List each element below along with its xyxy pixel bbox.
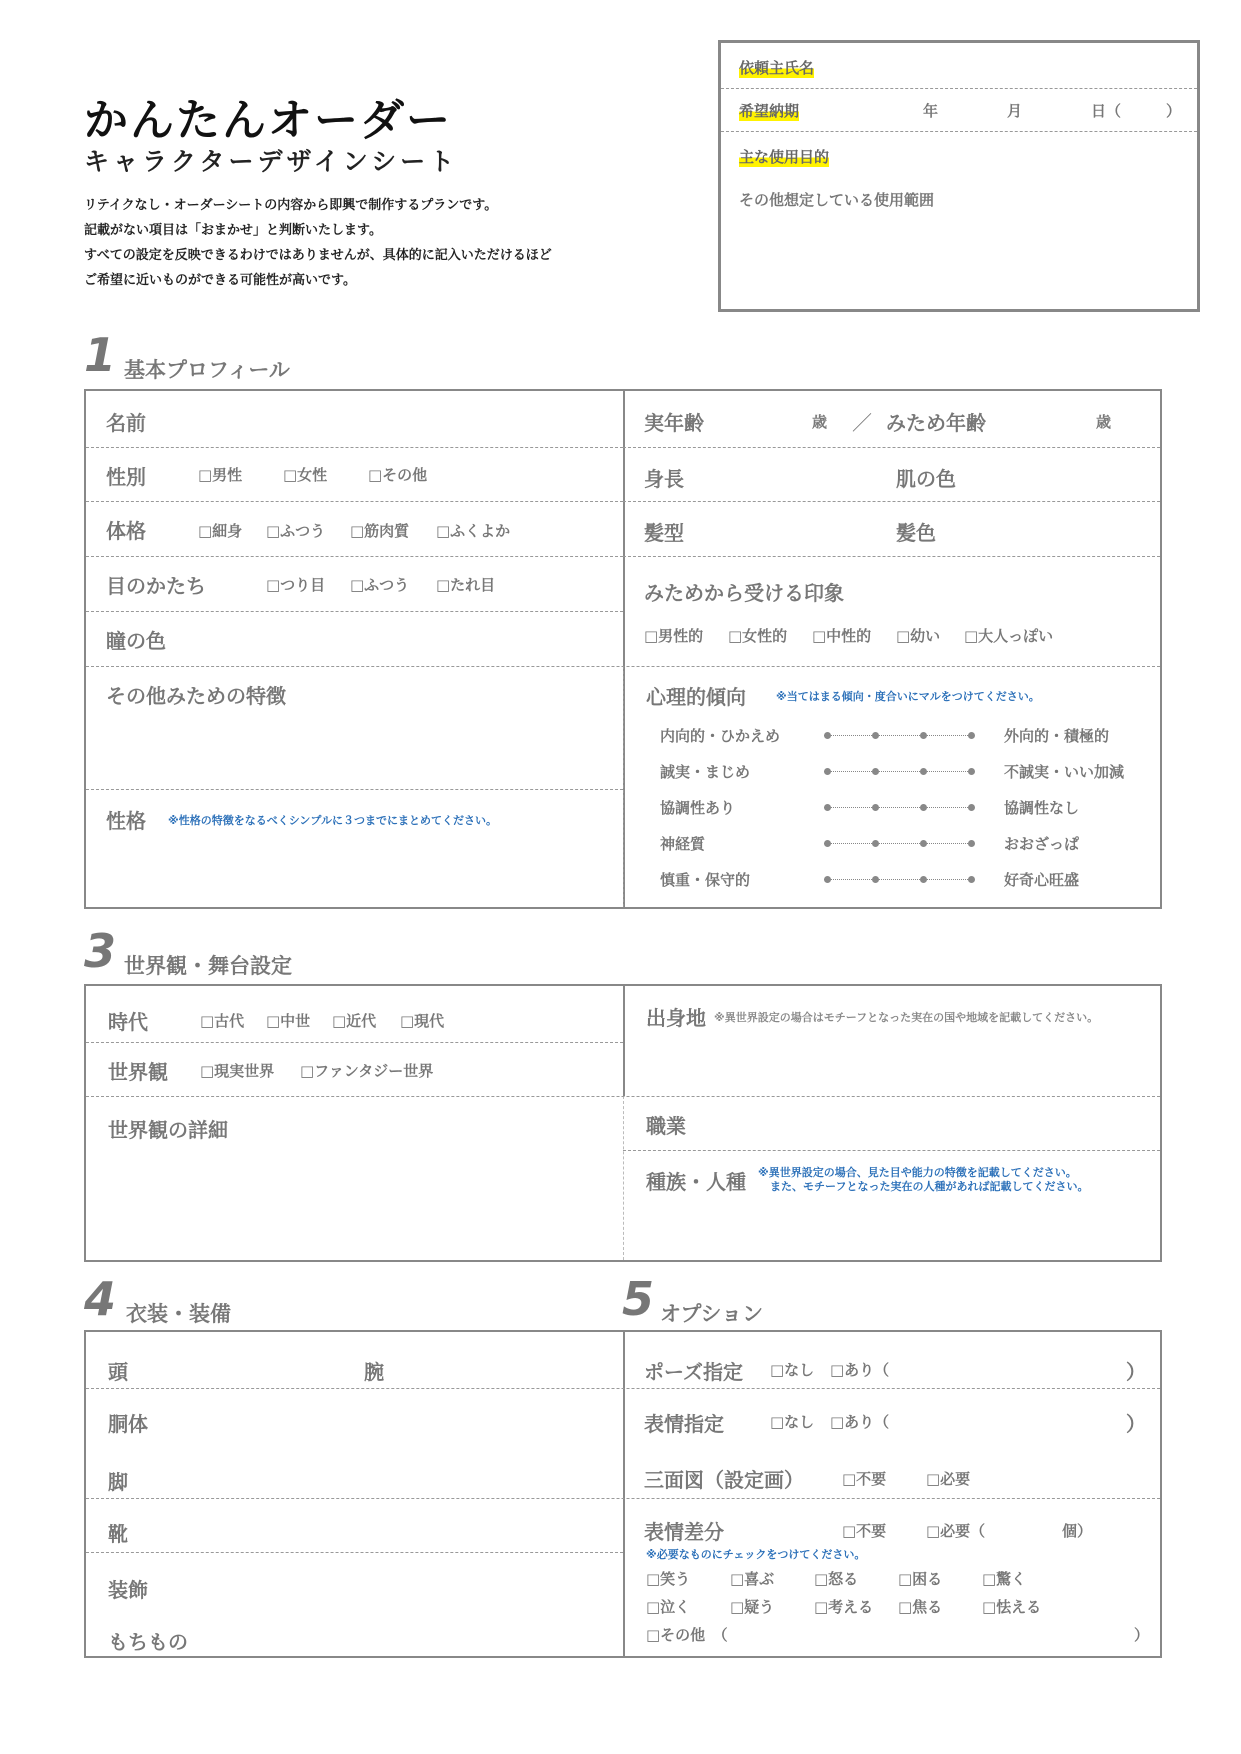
scale-3-right: 協調性なし xyxy=(1004,799,1080,817)
scale-1-left: 内向的・ひかえめ xyxy=(660,727,781,745)
race-note-2: また、モチーフとなった実在の人種があれば記載してください。 xyxy=(770,1180,1089,1193)
scale-5-line[interactable] xyxy=(824,879,974,880)
expr-doubt-checkbox[interactable]: □疑う xyxy=(730,1598,775,1616)
expression-diff-label: 表情差分 xyxy=(644,1520,724,1544)
build-muscular-checkbox[interactable]: □筋肉質 xyxy=(350,522,410,540)
pose-yes-checkbox[interactable]: □あり（ xyxy=(830,1361,890,1379)
section-5-title: オプション xyxy=(660,1302,764,1326)
psych-note: ※当てはまる傾向・度合いにマルをつけてください。 xyxy=(776,690,1040,703)
impression-masculine-checkbox[interactable]: □男性的 xyxy=(644,627,704,645)
section-5-number: 5 xyxy=(622,1272,655,1326)
real-age-label: 実年齢 xyxy=(644,411,704,435)
era-contemporary-checkbox[interactable]: □現代 xyxy=(400,1012,445,1030)
expr-surprised-checkbox[interactable]: □驚く xyxy=(982,1570,1027,1588)
scale-3-left: 協調性あり xyxy=(660,799,736,817)
expr-angry-checkbox[interactable]: □怒る xyxy=(814,1570,859,1588)
expr-scared-checkbox[interactable]: □怯える xyxy=(982,1598,1042,1616)
intro-line-4: ご希望に近いものができる可能性が高いです。 xyxy=(84,273,356,288)
scale-1-right: 外向的・積極的 xyxy=(1004,727,1110,745)
expr-other-close-paren: ） xyxy=(1134,1626,1150,1644)
skin-color-label: 肌の色 xyxy=(896,467,956,491)
worldview-label: 世界観 xyxy=(108,1060,168,1084)
gender-male-checkbox[interactable]: □男性 xyxy=(198,466,243,484)
impression-label: みためから受ける印象 xyxy=(644,581,844,605)
pose-close-paren: ） xyxy=(1126,1360,1146,1384)
accessories-label: 装飾 xyxy=(108,1578,148,1602)
hair-color-label: 髪色 xyxy=(896,521,936,545)
impression-mature-checkbox[interactable]: □大人っぽい xyxy=(964,627,1054,645)
purpose-label: 主な使用目的 xyxy=(739,148,830,166)
world-setting-box xyxy=(84,984,1162,1262)
expr-cry-checkbox[interactable]: □泣く xyxy=(646,1598,691,1616)
scale-4-right: おおざっぱ xyxy=(1004,835,1080,853)
client-name-row[interactable] xyxy=(721,43,1197,89)
impression-feminine-checkbox[interactable]: □女性的 xyxy=(728,627,788,645)
page-title: かんたんオーダー xyxy=(84,95,452,146)
race-note-1: ※異世界設定の場合、見た目や能力の特徴を記載してください。 xyxy=(758,1166,1077,1179)
three-view-needed-checkbox[interactable]: □必要 xyxy=(926,1470,971,1488)
job-label: 職業 xyxy=(646,1114,686,1138)
real-age-unit: 歳 xyxy=(812,413,828,431)
race-label: 種族・人種 xyxy=(646,1170,746,1194)
era-medieval-checkbox[interactable]: □中世 xyxy=(266,1012,311,1030)
expression-close-paren: ） xyxy=(1126,1412,1146,1436)
due-date-label: 希望納期 xyxy=(739,102,800,120)
name-label: 名前 xyxy=(106,411,146,435)
head-label: 頭 xyxy=(108,1360,128,1384)
scale-2-right: 不誠実・いい加減 xyxy=(1004,763,1125,781)
world-fantasy-checkbox[interactable]: □ファンタジー世界 xyxy=(300,1062,434,1080)
day-label: 日（ ） xyxy=(1091,102,1182,120)
scale-4-line[interactable] xyxy=(824,843,974,844)
birthplace-note: ※異世界設定の場合はモチーフとなった実在の国や地域を記載してください。 xyxy=(714,1011,1099,1024)
pose-label: ポーズ指定 xyxy=(644,1360,743,1384)
era-ancient-checkbox[interactable]: □古代 xyxy=(200,1012,245,1030)
eye-color-label: 瞳の色 xyxy=(106,629,166,653)
expression-none-checkbox[interactable]: □なし xyxy=(770,1413,815,1431)
scale-2-left: 誠実・まじめ xyxy=(660,763,751,781)
expr-troubled-checkbox[interactable]: □困る xyxy=(898,1570,943,1588)
legs-label: 脚 xyxy=(108,1470,128,1494)
belongings-label: もちもの xyxy=(108,1630,188,1654)
year-label: 年 xyxy=(923,102,939,120)
section-1-number: 1 xyxy=(84,328,117,382)
birthplace-label: 出身地 xyxy=(646,1006,706,1030)
expr-think-checkbox[interactable]: □考える xyxy=(814,1598,874,1616)
shoes-label: 靴 xyxy=(108,1522,128,1546)
gender-female-checkbox[interactable]: □女性 xyxy=(283,466,328,484)
intro-line-3: すべての設定を反映できるわけではありませんが、具体的に記入いただけるほど xyxy=(84,248,552,263)
scale-2-line[interactable] xyxy=(824,771,974,772)
due-date-row[interactable] xyxy=(721,88,1197,132)
expr-other-checkbox[interactable]: □その他 （ xyxy=(646,1626,728,1644)
build-plump-checkbox[interactable]: □ふくよか xyxy=(436,522,511,540)
other-features-label: その他みための特徴 xyxy=(106,684,286,708)
section-3-title: 世界観・舞台設定 xyxy=(124,954,292,978)
expr-diff-needed-checkbox[interactable]: □必要（ xyxy=(926,1522,986,1540)
other-usage-label: その他想定している使用範囲 xyxy=(739,191,935,209)
build-slim-checkbox[interactable]: □細身 xyxy=(198,522,243,540)
build-normal-checkbox[interactable]: □ふつう xyxy=(266,522,326,540)
torso-label: 胴体 xyxy=(108,1412,148,1436)
gender-other-checkbox[interactable]: □その他 xyxy=(368,466,428,484)
era-modern-checkbox[interactable]: □近代 xyxy=(332,1012,377,1030)
apparent-age-unit: 歳 xyxy=(1096,413,1112,431)
page-subtitle: キャラクターデザインシート xyxy=(84,147,459,176)
scale-5-right: 好奇心旺盛 xyxy=(1004,871,1080,889)
personality-label: 性格 xyxy=(106,809,146,833)
scale-5-left: 慎重・保守的 xyxy=(660,871,751,889)
expr-laugh-checkbox[interactable]: □笑う xyxy=(646,1570,691,1588)
age-slash: ／ xyxy=(852,411,872,435)
three-view-unneeded-checkbox[interactable]: □不要 xyxy=(842,1470,887,1488)
client-info-box xyxy=(718,40,1200,312)
height-label: 身長 xyxy=(644,467,684,491)
basic-profile-box xyxy=(84,389,1162,909)
personality-note: ※性格の特徴をなるべくシンプルに３つまでにまとめてください。 xyxy=(168,814,497,827)
check-note: ※必要なものにチェックをつけてください。 xyxy=(646,1548,866,1561)
apparent-age-label: みため年齢 xyxy=(886,411,986,435)
section-4-number: 4 xyxy=(84,1272,117,1326)
hairstyle-label: 髪型 xyxy=(644,521,684,545)
costume-options-box xyxy=(84,1330,1162,1658)
expr-rushed-checkbox[interactable]: □焦る xyxy=(898,1598,943,1616)
client-name-label: 依頼主氏名 xyxy=(739,59,815,77)
expr-diff-count: 個） xyxy=(1062,1522,1093,1540)
world-detail-label: 世界観の詳細 xyxy=(108,1118,228,1142)
world-real-checkbox[interactable]: □現実世界 xyxy=(200,1062,275,1080)
expr-happy-checkbox[interactable]: □喜ぶ xyxy=(730,1570,775,1588)
impression-neutral-checkbox[interactable]: □中性的 xyxy=(812,627,872,645)
section-1-title: 基本プロフィール xyxy=(124,358,290,382)
month-label: 月 xyxy=(1007,102,1023,120)
eye-droopy-checkbox[interactable]: □たれ目 xyxy=(436,576,496,594)
three-view-label: 三面図（設定画） xyxy=(644,1468,804,1492)
build-label: 体格 xyxy=(106,519,146,543)
eye-upturned-checkbox[interactable]: □つり目 xyxy=(266,576,326,594)
era-label: 時代 xyxy=(108,1010,148,1034)
eye-shape-label: 目のかたち xyxy=(106,574,206,598)
section-3-number: 3 xyxy=(84,924,117,978)
arm-label: 腕 xyxy=(364,1360,384,1384)
intro-line-2: 記載がない項目は「おまかせ」と判断いたします。 xyxy=(84,223,382,238)
eye-normal-checkbox[interactable]: □ふつう xyxy=(350,576,410,594)
pose-none-checkbox[interactable]: □なし xyxy=(770,1361,815,1379)
gender-label: 性別 xyxy=(106,465,146,489)
expression-yes-checkbox[interactable]: □あり（ xyxy=(830,1413,890,1431)
impression-young-checkbox[interactable]: □幼い xyxy=(896,627,941,645)
scale-4-left: 神経質 xyxy=(660,835,706,853)
psych-label: 心理的傾向 xyxy=(646,685,746,709)
expr-diff-unneeded-checkbox[interactable]: □不要 xyxy=(842,1522,887,1540)
section-4-title: 衣装・装備 xyxy=(126,1302,231,1326)
scale-3-line[interactable] xyxy=(824,807,974,808)
scale-1-line[interactable] xyxy=(824,735,974,736)
intro-line-1: リテイクなし・オーダーシートの内容から即興で制作するプランです。 xyxy=(84,198,498,213)
expression-label: 表情指定 xyxy=(644,1412,724,1436)
